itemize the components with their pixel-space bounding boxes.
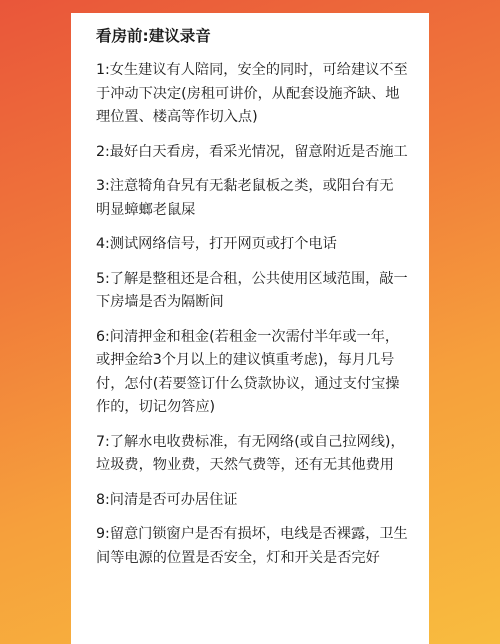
item-line: 1:女生建议有人陪同，安全的同时，可给建议不至 [96, 62, 408, 78]
list-item [96, 489, 412, 513]
list-item [96, 431, 412, 478]
list-item [96, 233, 412, 257]
item-line: 4:测试网络信号，打开网页或打个电话 [96, 236, 337, 252]
list-item [96, 59, 412, 130]
page-title: 看房前:建议录音 [96, 27, 211, 45]
item-line: 作的，切记勿答应) [96, 399, 216, 415]
item-line: 7:了解水电收费标准，有无网络(或自己拉网线)， [96, 433, 405, 450]
item-line: 垃圾费，物业费，天然气费等，还有无其他费用 [96, 457, 394, 473]
item-line: 于冲动下决定(房租可讲价，从配套设施齐缺、地 [96, 85, 400, 102]
item-line: 5:了解是整租还是合租，公共使用区域范围，敲一 [96, 270, 408, 287]
list-item [96, 268, 412, 315]
list-item [96, 326, 412, 420]
item-line: 明显蟑螂老鼠屎 [96, 201, 196, 218]
list-item [96, 175, 412, 222]
item-line: 2:最好白天看房，看采光情况，留意附近是否施工 [96, 143, 408, 160]
item-line: 付，怎付(若要签订什么贷款协议，通过支付宝操 [96, 375, 400, 392]
item-line: 下房墙是否为隔断间 [96, 294, 224, 310]
item-line: 9:留意门锁窗户是否有损坏，电线是否裸露，卫生 [96, 526, 408, 542]
item-line: 理位置、楼高等作切入点) [96, 109, 258, 125]
list-item [96, 141, 412, 165]
item-line: 6:问清押金和租金(若租金一次需付半年或一年， [96, 328, 400, 345]
list-item [96, 523, 412, 570]
item-line: 8:问清是否可办居住证 [96, 491, 238, 508]
item-line: 间等电源的位置是否安全，灯和开关是否完好 [96, 549, 380, 566]
item-line: 3:注意犄角旮旯有无黏老鼠板之类，或阳台有无 [96, 178, 394, 194]
document-page [71, 13, 429, 644]
item-line: 或押金给3个月以上的建议慎重考虑)，每月几号 [96, 352, 395, 368]
